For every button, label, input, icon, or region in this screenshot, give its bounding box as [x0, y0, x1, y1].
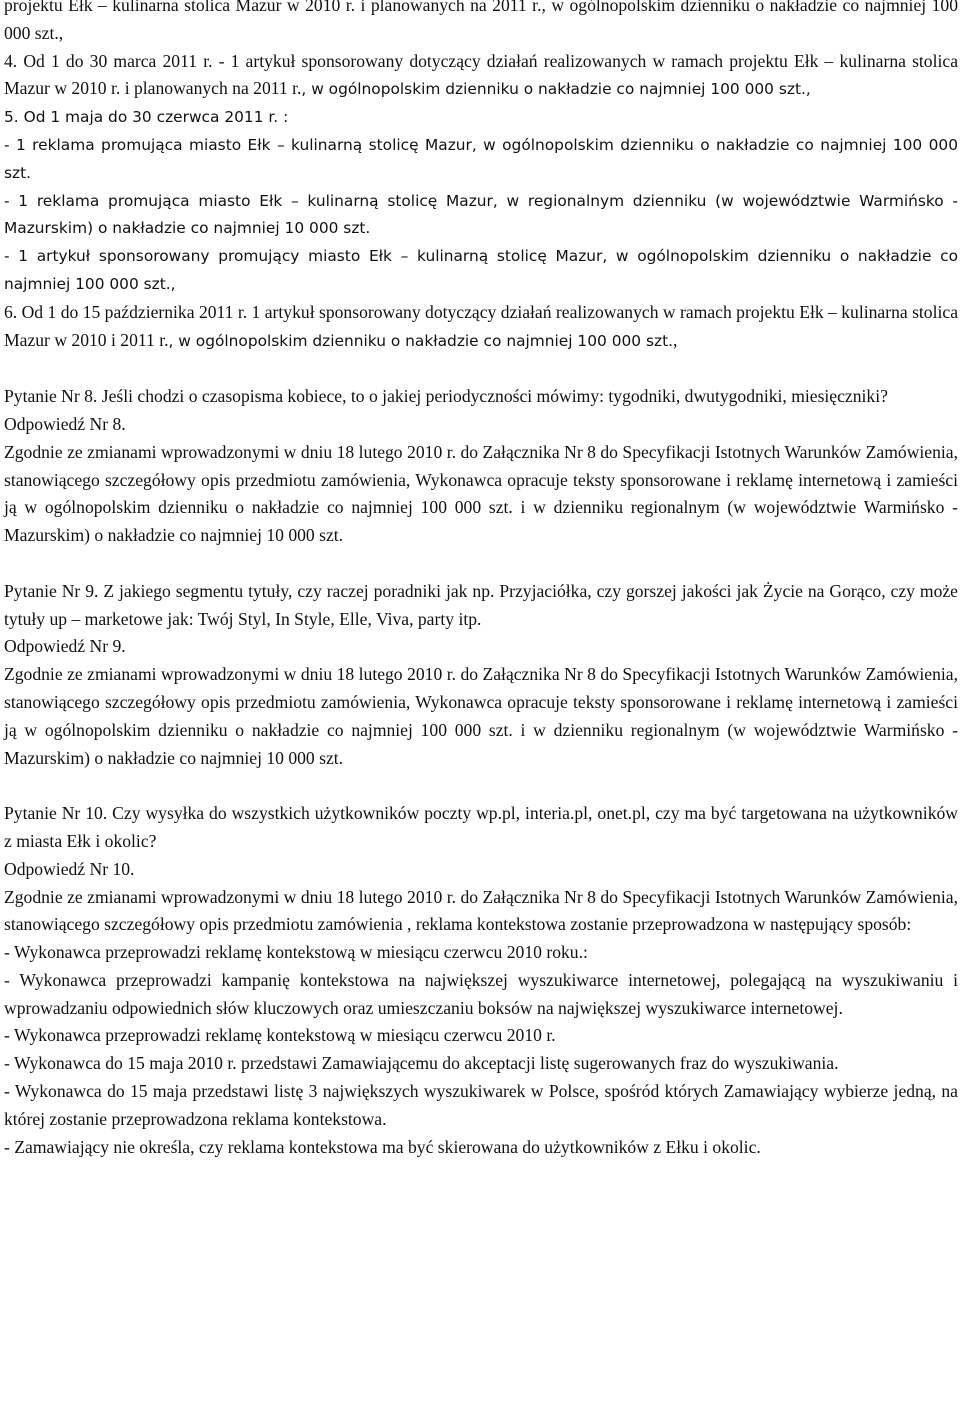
question-10 [4, 800, 958, 856]
question-text: Czy wysyłka do wszystkich użytkowników poczty wp.pl, interia.pl, onet.pl, czy ma być targetowana na użytkowników z miasta Ełk i okolic? [4, 803, 958, 851]
answer-10-item: - Wykonawca do 15 maja 2010 r. przedstawi Zamawiającemu do akceptacji listę sugerowanych fraz do wyszukiwania. [4, 1053, 839, 1074]
text-sans: , w ogólnopolskim dzienniku o nakładzie co najmniej 100 000 szt. [168, 331, 673, 350]
answer-10-item: - Wykonawca przeprowadzi reklamę kontekstową w miesiącu czerwcu 2010 r. [4, 1025, 556, 1046]
answer-10-text: Zgodnie ze zmianami wprowadzonymi w dniu 18 lutego 2010 r. do Załącznika Nr 8 do Specyfikacji Istotnych Warunków Zamówienia, stanowiącego szczegółowy opis przedmiotu zamówienia , reklama kontekstowa zostanie przeprowadzona w następujący sposób: [4, 886, 958, 935]
paragraph-item-4 [4, 48, 958, 105]
question-9 [4, 578, 958, 634]
answer-9-text: Zgodnie ze zmianami wprowadzonymi w dniu 18 lutego 2010 r. do Załącznika Nr 8 do Specyfikacji Istotnych Warunków Zamówienia, stanowiącego szczegółowy opis przedmiotu zamówienia, Wykonawca opracuje teksty sponsorowane i reklamę internetową i zamieści ją w ogólnopolskim dzienniku o nakładzie co najmniej 100 000 szt. i w dzienniku regionalnym (w województwie Warmińsko - Mazurskim) o nakładzie co najmniej 10 000 szt. [4, 664, 958, 768]
answer-10-item: - Zamawiający nie określa, czy reklama kontekstowa ma być skierowana do użytkowników z Ełku i okolic. [4, 1136, 761, 1157]
answer-10-item: - Wykonawca przeprowadzi kampanię kontekstowa na największej wyszukiwarce internetowej, polegającą na wyszukiwaniu i wprowadzaniu odpowiednich słów kluczowych oraz umieszczaniu boksów na największej wyszukiwarce internetowej. [4, 969, 958, 1018]
text: 6. Od 1 do 15 października 2011 r. 1 artykuł sponsorowany dotyczący działań realizowanych w ramach projektu Ełk – kulinarna stolica Mazur w 2010 i 2011 r. [4, 301, 958, 350]
spacer [4, 772, 958, 800]
paragraph-item-5c: - 1 artykuł sponsorowany promujący miasto Ełk – kulinarną stolicę Mazur, w ogólnopolskim dzienniku o nakładzie co najmniej 100 000 szt., [4, 247, 958, 293]
answer-10-item: - Wykonawca przeprowadzi reklamę kontekstową w miesiącu czerwcu 2010 roku.: [4, 942, 588, 963]
paragraph-item-5b: - 1 reklama promująca miasto Ełk – kulinarną stolicę Mazur, w regionalnym dzienniku (w województwie Warmińsko -Mazurskim) o nakładzie co najmniej 10 000 szt. [4, 191, 958, 238]
question-label: Pytanie Nr 9. [4, 580, 99, 601]
paragraph-item-6 [4, 299, 958, 356]
paragraph-item-5a: - 1 reklama promująca miasto Ełk – kulinarną stolicę Mazur, w ogólnopolskim dzienniku o nakładzie co najmniej 100 000 szt. [4, 135, 958, 182]
question-text: Z jakiego segmentu tytuły, czy raczej poradniki jak np. Przyjaciółka, czy gorszej jakości jak Życie na Gorąco, czy może tytuły up – marketowe jak: Twój Styl, In Style, Elle, Viva, party itp. [4, 580, 958, 629]
question-label: Pytanie Nr 8. [4, 386, 98, 407]
text: , [673, 329, 678, 350]
question-8 [4, 383, 958, 411]
paragraph-item-5-heading: 5. Od 1 maja do 30 czerwca 2011 r. : [4, 108, 289, 127]
spacer [4, 355, 958, 383]
answer-10-item: - Wykonawca do 15 maja przedstawi listę 3 największych wyszukiwarek w Polsce, spośród których Zamawiający wybierze jedną, na której zostanie przeprowadzona reklama kontekstowa. [4, 1081, 958, 1129]
answer-8-text: Zgodnie ze zmianami wprowadzonymi w dniu 18 lutego 2010 r. do Załącznika Nr 8 do Specyfikacji Istotnych Warunków Zamówienia, stanowiącego szczegółowy opis przedmiotu zamówienia, Wykonawca opracuje teksty sponsorowane i reklamę internetową i zamieści ją w ogólnopolskim dzienniku o nakładzie co najmniej 100 000 szt. i w dzienniku regionalnym (w województwie Warmińsko - Mazurskim) o nakładzie co najmniej 10 000 szt. [4, 441, 958, 546]
spacer [4, 550, 958, 578]
question-text: Jeśli chodzi o czasopisma kobiece, to o jakiej periodyczności mówimy: tygodniki, dwutygodniki, miesięczniki? [97, 386, 888, 407]
text: projektu Ełk – kulinarna stolica Mazur w 2010 r. i planowanych na 2011 r., w ogólnopolskim dzienniku o nakładzie co najmniej 100 000 szt., [4, 0, 958, 43]
question-label: Pytanie Nr 10. [4, 803, 108, 824]
text-sans: , w ogólnopolskim dzienniku o nakładzie co najmniej 100 000 szt., [301, 80, 811, 99]
answer-10-label: Odpowiedź Nr 10. [4, 858, 135, 879]
answer-9-label: Odpowiedź Nr 9. [4, 636, 126, 657]
paragraph-intro-3 [4, 0, 958, 48]
answer-8-label: Odpowiedź Nr 8. [4, 413, 126, 434]
text: 4. Od 1 do 30 marca 2011 r. - 1 artykuł sponsorowany dotyczący działań realizowanych w ramach projektu Ełk – kulinarna stolica Mazur w 2010 r. i planowanych na 2011 r. [4, 50, 958, 99]
